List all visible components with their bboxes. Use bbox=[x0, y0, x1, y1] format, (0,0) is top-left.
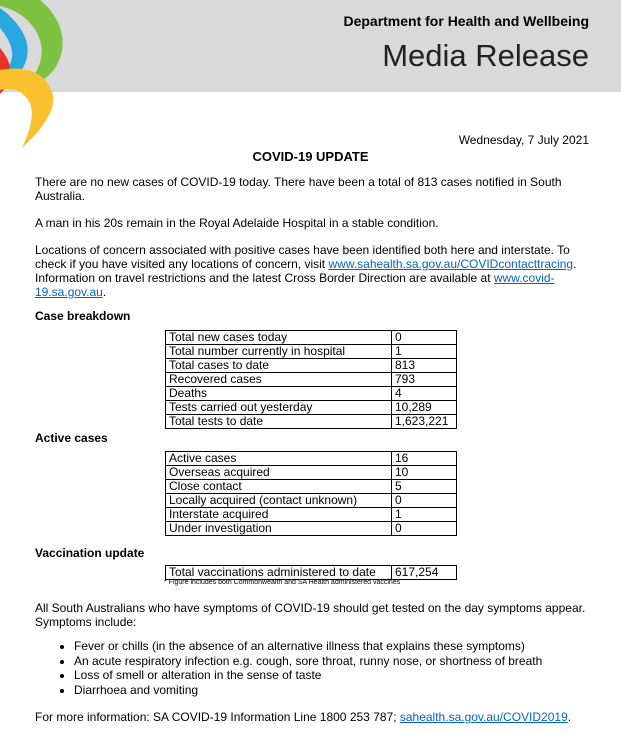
row-label: Total new cases today bbox=[166, 331, 392, 345]
row-value: 793 bbox=[392, 373, 457, 387]
vaccination-heading: Vaccination update bbox=[35, 546, 145, 560]
table-row bbox=[166, 415, 457, 429]
table-row bbox=[166, 373, 457, 387]
list-item: • Loss of smell or alteration in the sense of taste bbox=[74, 668, 542, 683]
contact-tracing-link[interactable]: www.sahealth.sa.gov.au/COVIDcontacttracing bbox=[328, 257, 574, 271]
covid2019-link[interactable]: sahealth.sa.gov.au/COVID2019 bbox=[399, 710, 568, 724]
table-row bbox=[166, 359, 457, 373]
more-info-suffix: . bbox=[567, 710, 572, 724]
row-label: Active cases bbox=[166, 452, 392, 466]
row-label: Overseas acquired bbox=[166, 466, 392, 480]
table-row bbox=[166, 494, 457, 508]
covid-website-link[interactable]: www.covid-19.sa.gov.au bbox=[35, 271, 555, 299]
document-type-title: Media Release bbox=[382, 38, 589, 73]
list-item: • An acute respiratory infection e.g. cough, sore throat, runny nose, or shortness of breath bbox=[74, 654, 542, 669]
table-row bbox=[166, 566, 457, 580]
row-label: Total vaccinations administered to date bbox=[166, 566, 392, 580]
more-info-text: For more information: SA COVID-19 Information Line 1800 253 787; bbox=[35, 710, 400, 724]
vaccination-footnote: * Figure includes both Commonwealth and SA Health administered vaccines bbox=[164, 579, 401, 586]
symptoms-list bbox=[35, 639, 542, 697]
row-label: Total cases to date bbox=[166, 359, 392, 373]
active-cases-heading: Active cases bbox=[35, 431, 108, 445]
department-name: Department for Health and Wellbeing bbox=[343, 13, 589, 29]
release-date: Wednesday, 7 July 2021 bbox=[458, 133, 589, 147]
row-value: 1 bbox=[392, 508, 457, 522]
table-row bbox=[166, 480, 457, 494]
ribbon-logo-graphic bbox=[0, 0, 80, 150]
row-value: 1,623,221 bbox=[392, 415, 457, 429]
list-item: • Diarrhoea and vomiting bbox=[74, 683, 542, 698]
table-row bbox=[166, 401, 457, 415]
row-value: 813 bbox=[392, 359, 457, 373]
row-label: Close contact bbox=[166, 480, 392, 494]
row-value: 0 bbox=[392, 522, 457, 536]
paragraph-hospital: A man in his 20s remain in the Royal Adelaide Hospital in a stable condition. bbox=[35, 216, 439, 230]
locations-text-b: . Information on travel restrictions and the latest Cross Border Direction are available at bbox=[35, 257, 577, 285]
active-cases-table bbox=[165, 451, 457, 536]
table-row bbox=[166, 508, 457, 522]
row-value: 0 bbox=[392, 494, 457, 508]
row-label: Recovered cases bbox=[166, 373, 392, 387]
row-label: Under investigation bbox=[166, 522, 392, 536]
case-breakdown-heading: Case breakdown bbox=[35, 309, 131, 323]
row-label: Deaths bbox=[166, 387, 392, 401]
locations-text-c: . bbox=[102, 285, 107, 299]
table-row bbox=[166, 452, 457, 466]
list-item: • Fever or chills (in the absence of an alternative illness that explains these symptoms) bbox=[74, 639, 542, 654]
paragraph-locations bbox=[35, 243, 595, 299]
row-value: 10,289 bbox=[392, 401, 457, 415]
page-title: COVID-19 UPDATE bbox=[252, 149, 369, 164]
vaccination-table bbox=[165, 565, 457, 580]
row-value: 16 bbox=[392, 452, 457, 466]
table-row bbox=[166, 466, 457, 480]
row-value: 5 bbox=[392, 480, 457, 494]
row-label: Locally acquired (contact unknown) bbox=[166, 494, 392, 508]
row-label: Total number currently in hospital bbox=[166, 345, 392, 359]
locations-text-a: Locations of concern associated with positive cases have been identified both here and interstate. To check if you have visited any locations of concern, visit bbox=[35, 243, 570, 271]
table-row bbox=[166, 345, 457, 359]
table-row bbox=[166, 522, 457, 536]
table-row bbox=[166, 387, 457, 401]
paragraph-total-cases: There are no new cases of COVID-19 today. There have been a total of 813 cases notified in South Australia. bbox=[35, 175, 562, 203]
row-label: Tests carried out yesterday bbox=[166, 401, 392, 415]
row-value: 10 bbox=[392, 466, 457, 480]
case-breakdown-table bbox=[165, 330, 457, 429]
row-value: 1 bbox=[392, 345, 457, 359]
table-row bbox=[166, 331, 457, 345]
row-value: 4 bbox=[392, 387, 457, 401]
row-value: 0 bbox=[392, 331, 457, 345]
row-value: 617,254 bbox=[392, 566, 457, 580]
more-info-line bbox=[35, 710, 595, 724]
row-label: Interstate acquired bbox=[166, 508, 392, 522]
row-label: Total tests to date bbox=[166, 415, 392, 429]
symptoms-intro: All South Australians who have symptoms of COVID-19 should get tested on the day symptoms appear. Symptoms include: bbox=[35, 601, 586, 629]
